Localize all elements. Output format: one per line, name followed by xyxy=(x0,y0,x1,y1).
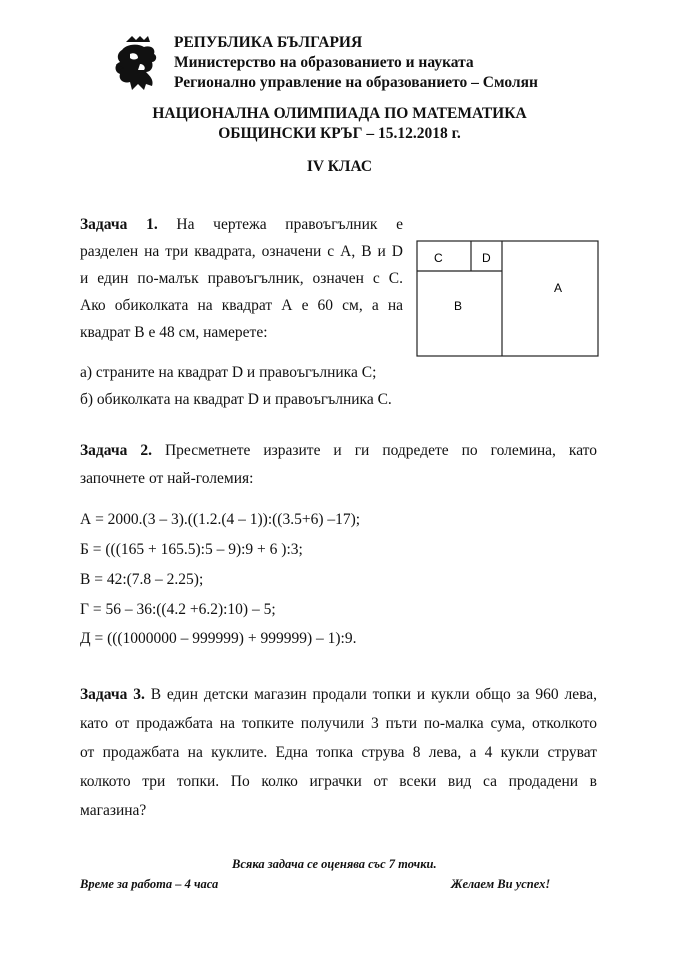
diagram-label-b: B xyxy=(454,299,463,313)
task2-expr-v: В = 42:(7.8 – 2.25); xyxy=(80,571,204,588)
header-regional-office: Регионално управление на образованието – Смолян xyxy=(174,74,538,91)
task2-expr-d: Д = (((1000000 – 999999) + 999999) – 1):9. xyxy=(80,630,357,647)
task2-expr-g: Г = 56 – 36:((4.2 +6.2):10) – 5; xyxy=(80,601,276,618)
olympiad-title: НАЦИОНАЛНА ОЛИМПИАДА ПО МАТЕМАТИКА xyxy=(152,105,527,122)
footer-wish: Желаем Ви успех! xyxy=(451,877,551,891)
task1-line1: Задача 1. На чертежа правоъгълник е xyxy=(80,216,403,233)
task3-line5: магазина? xyxy=(80,802,147,819)
task3-label: Задача 3. xyxy=(80,686,145,703)
task2-line1: Задача 2. Пресметнете изразите и ги подредете по големина, като xyxy=(80,442,597,459)
task2-line2: започнете от най-големия: xyxy=(80,470,254,487)
task1-diagram xyxy=(416,240,599,357)
diagram-label-a: A xyxy=(554,281,563,295)
footer-time: Време за работа – 4 часа xyxy=(80,877,219,891)
task1-line4: Ако обиколката на квадрат А е 60 см, а на xyxy=(80,297,403,314)
task1-part-b: б) обиколката на квадрат D и правоъгълника С. xyxy=(80,391,392,408)
footer-scoring: Всяка задача се оценява със 7 точки. xyxy=(232,857,437,871)
diagram-label-d: D xyxy=(482,251,491,265)
task1-label: Задача 1. xyxy=(80,216,158,233)
task3-line2: като от продажбата на топките получили 3 пъти по-малка сума, отколкото xyxy=(80,715,597,732)
diagram-label-c: C xyxy=(434,251,443,265)
header-ministry: Министерство на образованието и науката xyxy=(174,54,474,71)
task1-line3: и един по-малък правоъгълник, означен с С. xyxy=(80,270,403,287)
grade-title: IV КЛАС xyxy=(306,158,373,175)
lion-crest-icon xyxy=(110,34,166,92)
task3-line4: колкото три топки. По колко играчки от всеки вид са продадени в xyxy=(80,773,597,790)
task1-line5: квадрат В е 48 см, намерете: xyxy=(80,324,268,341)
task3-line1: Задача 3. В един детски магазин продали топки и кукли общо за 960 лева, xyxy=(80,686,598,703)
task2-label: Задача 2. xyxy=(80,442,152,459)
task2-expr-a: А = 2000.(3 – 3).((1.2.(4 – 1)):((3.5+6) –17); xyxy=(80,511,361,528)
task2-expr-b: Б = (((165 + 165.5):5 – 9):9 + 6 ):3; xyxy=(80,541,303,558)
task1-part-a: а) страните на квадрат D и правоъгълника С; xyxy=(80,364,377,381)
task3-line3: от продажбата на куклите. Една топка струва 8 лева, а 4 кукли струват xyxy=(80,744,597,761)
round-title: ОБЩИНСКИ КРЪГ – 15.12.2018 г. xyxy=(218,125,461,142)
header-country: РЕПУБЛИКА БЪЛГАРИЯ xyxy=(174,34,363,51)
task1-line2: разделен на три квадрата, означени с А, В и D xyxy=(80,243,403,260)
